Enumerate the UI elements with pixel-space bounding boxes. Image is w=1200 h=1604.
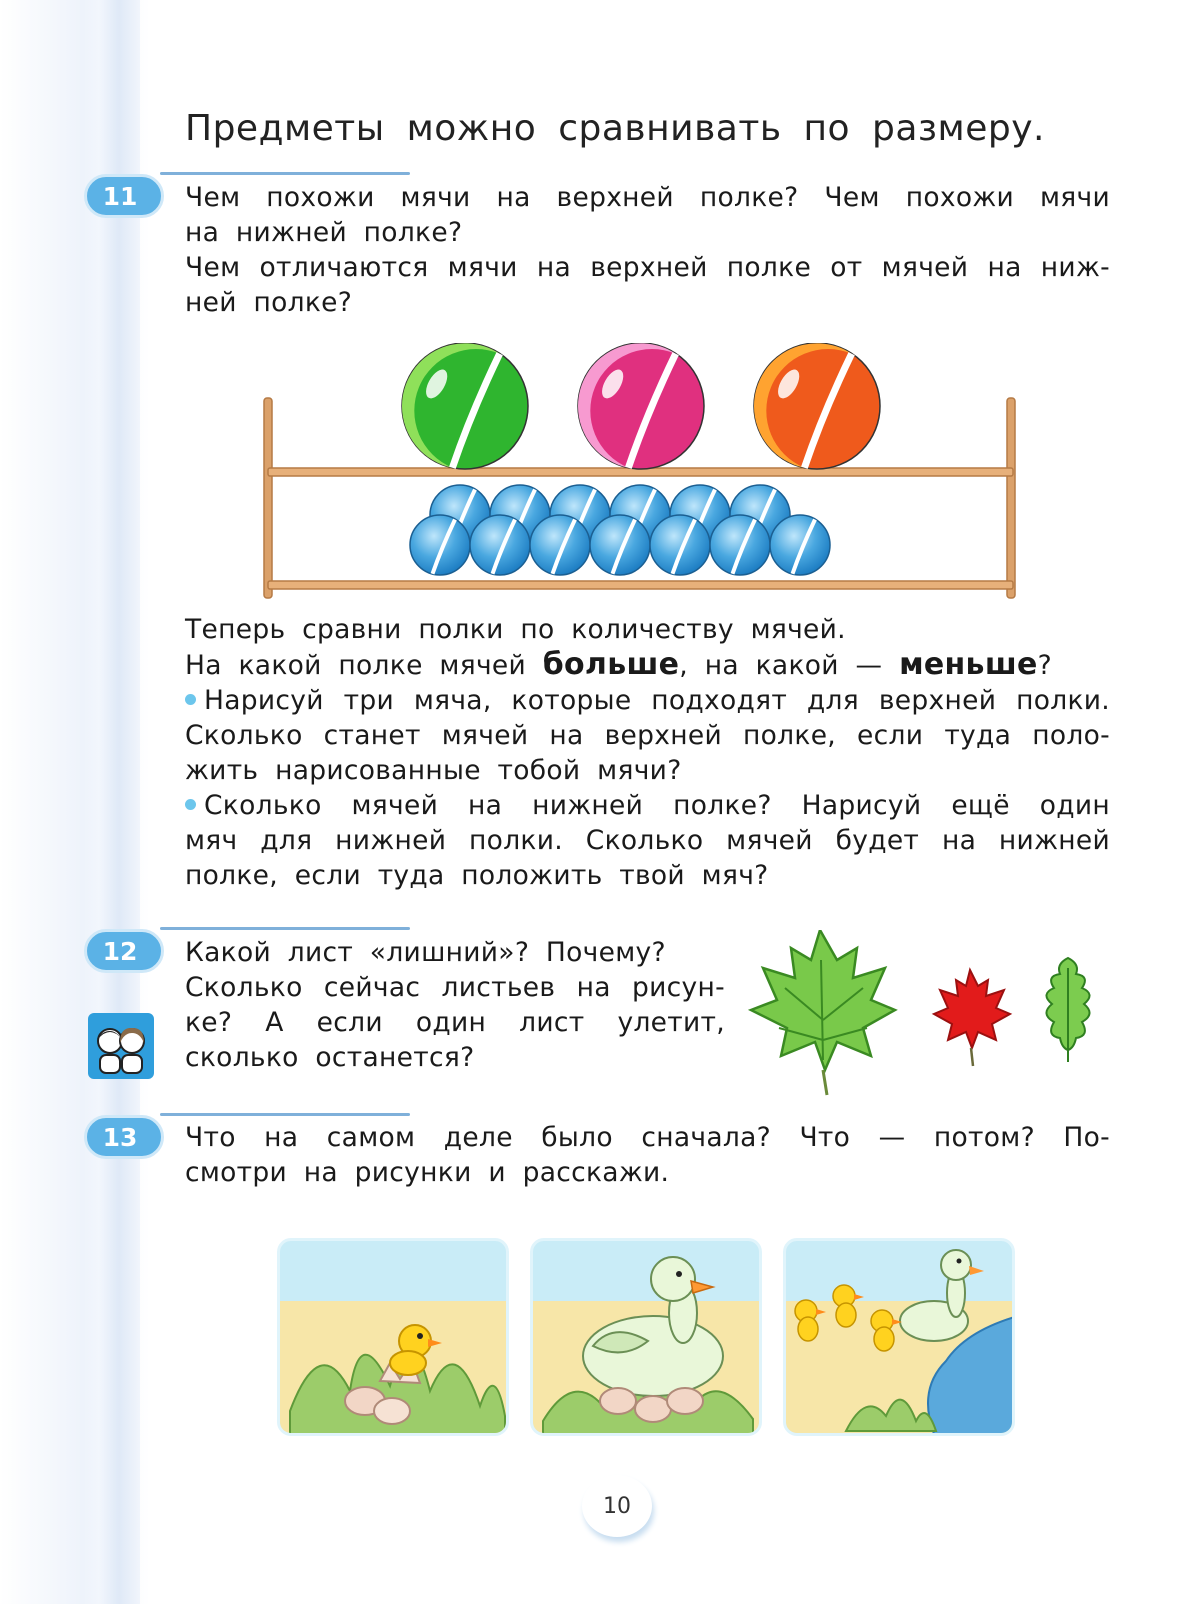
text-line: Сколько сейчас листьев на рисун-	[185, 972, 725, 1003]
bullet-item: Сколько мячей на нижней полке? Нарисуй ещё один	[185, 788, 1110, 823]
bold-word-more: больше	[542, 647, 680, 682]
text-line: на нижней полке?	[185, 217, 463, 248]
small-green-oak-leaf-icon	[1046, 958, 1089, 1062]
bullet-item: Нарисуй три мяча, которые подходят для верхней полки.	[185, 683, 1110, 718]
small-blue-ball-icon	[650, 515, 710, 575]
duckling-hatching-picture	[277, 1238, 509, 1436]
text-line: сколько останется?	[185, 1042, 475, 1073]
duck-sitting-on-eggs-picture	[530, 1238, 762, 1436]
big-ball-icon	[578, 343, 704, 469]
small-blue-ball-icon	[470, 515, 530, 575]
big-ball-icon	[402, 343, 528, 469]
duck-with-ducklings-picture	[783, 1238, 1015, 1436]
small-blue-ball-icon	[770, 515, 830, 575]
shelf-right-post	[1007, 398, 1015, 598]
leaves-illustration	[745, 930, 1115, 1100]
big-green-maple-leaf-icon	[751, 930, 895, 1095]
text-line: смотри на рисунки и расскажи.	[185, 1157, 670, 1188]
task-11-number-badge: 11	[84, 174, 164, 218]
task-11-followup	[185, 612, 1110, 893]
task-13-number-badge: 13	[84, 1115, 164, 1159]
task-12-rule	[160, 927, 410, 930]
text-line: полке, если туда положить твой мяч?	[185, 860, 769, 891]
text-line: Чем отличаются мячи на верхней полке от мячей на ниж-	[185, 252, 1110, 283]
bold-word-less: меньше	[899, 647, 1038, 682]
bullet-dot-icon	[185, 694, 196, 705]
text-line: ней полке?	[185, 287, 353, 318]
text-line: Теперь сравни полки по количеству мячей.	[185, 614, 846, 645]
page-number: 10	[582, 1475, 652, 1537]
small-blue-ball-icon	[410, 515, 470, 575]
bottom-shelf-board	[268, 581, 1013, 589]
task-13-rule	[160, 1113, 410, 1116]
compare-question: На какой полке мячей больше, на какой — меньше?	[185, 647, 1053, 682]
task-11-question	[185, 180, 1110, 320]
page-heading: Предметы можно сравнивать по размеру.	[185, 108, 1045, 149]
work-in-pairs-icon	[88, 1013, 154, 1079]
big-ball-icon	[754, 343, 880, 469]
text-line: ке? А если один лист улетит,	[185, 1007, 725, 1038]
small-blue-ball-icon	[590, 515, 650, 575]
duck-on-eggs-scene	[533, 1241, 762, 1436]
text-line: Сколько станет мячей на верхней полке, если туда поло-	[185, 720, 1110, 751]
duckling-hatching-scene	[280, 1241, 509, 1436]
ball-shelf-illustration	[260, 343, 1020, 603]
page-margin-stripe	[98, 0, 140, 1604]
small-blue-ball-icon	[710, 515, 770, 575]
text-line: Какой лист «лишний»? Почему?	[185, 937, 666, 968]
text-line: Чем похожи мячи на верхней полке? Чем похожи мячи	[185, 182, 1110, 213]
bullet-dot-icon	[185, 799, 196, 810]
text-line: мяч для нижней полки. Сколько мячей будет на нижней	[185, 825, 1110, 856]
task-12-question	[185, 935, 725, 1075]
duck-with-ducklings-scene	[786, 1241, 1015, 1436]
task-12-number-badge: 12	[84, 929, 164, 973]
small-blue-ball-icon	[530, 515, 590, 575]
text-line: жить нарисованные тобой мячи?	[185, 755, 682, 786]
task-11-rule	[160, 172, 410, 175]
small-red-maple-leaf-icon	[934, 970, 1010, 1066]
shelf-left-post	[264, 398, 272, 598]
text-line: Что на самом деле было сначала? Что — потом? По-	[185, 1122, 1110, 1153]
task-13-question	[185, 1120, 1110, 1190]
